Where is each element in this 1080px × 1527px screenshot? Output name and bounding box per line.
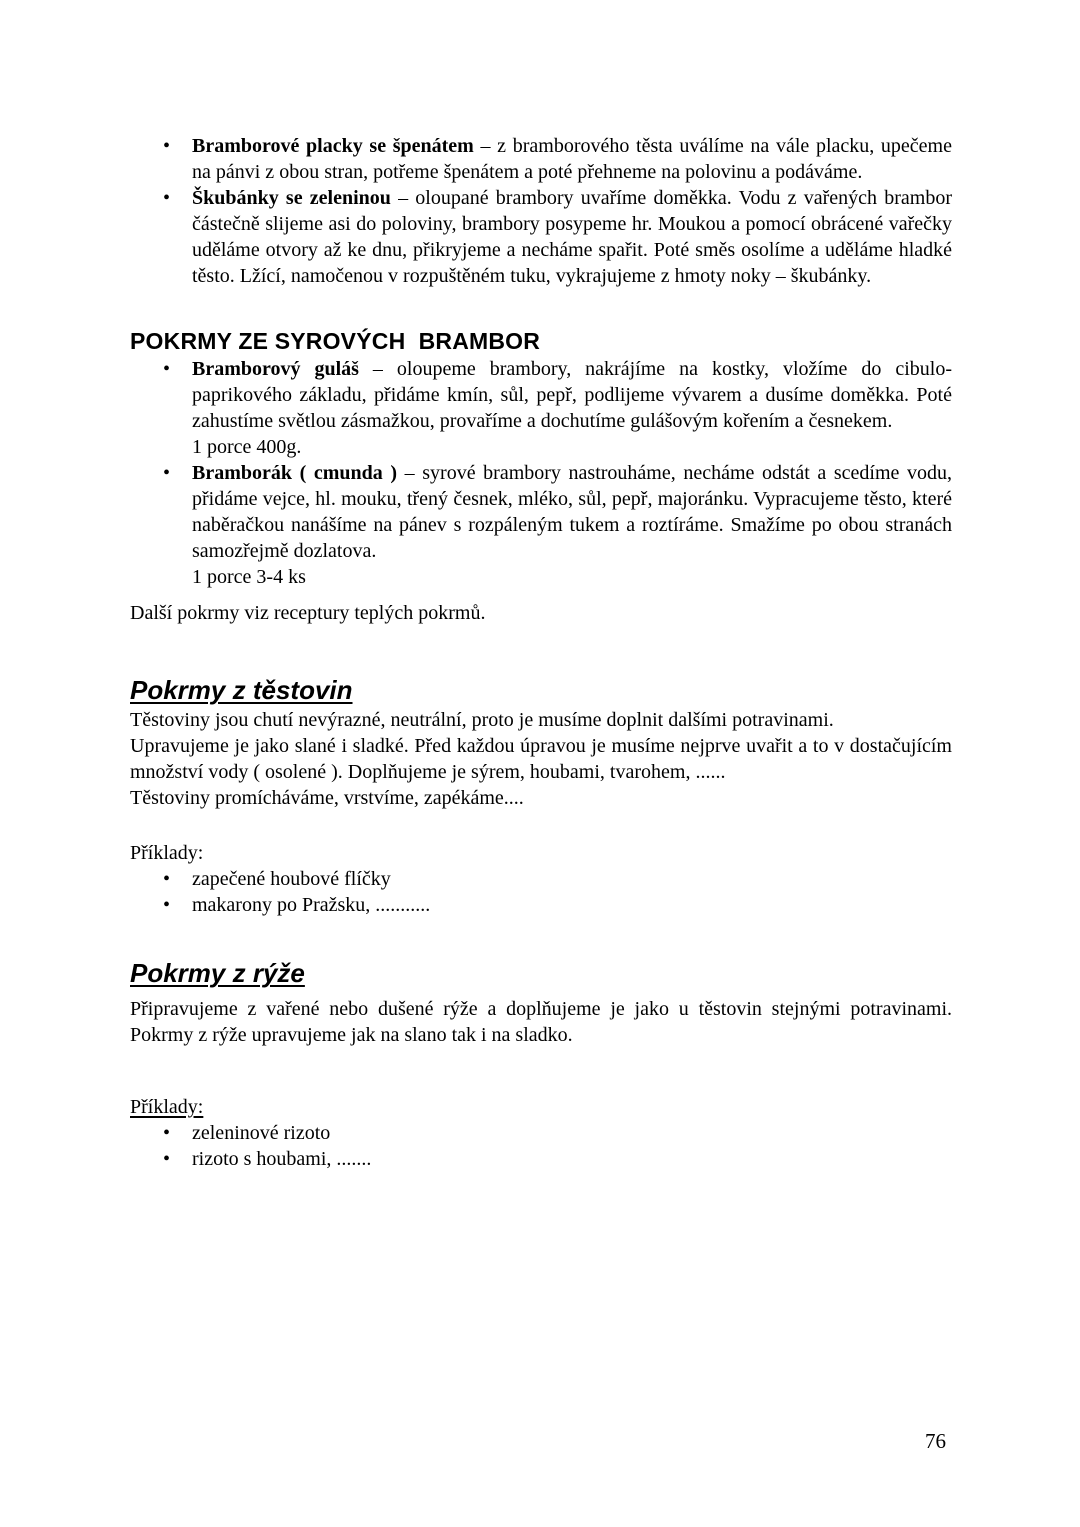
bullet-icon: • [163, 358, 171, 380]
portion-note: 1 porce 3-4 ks [192, 566, 306, 588]
list-item-body [192, 866, 952, 892]
list-item-body [192, 1120, 952, 1146]
pasta-examples-list [130, 866, 952, 918]
examples-label: Příklady: [130, 1096, 204, 1118]
dish-paragraph [192, 356, 952, 434]
pasta-paragraph: Upravujeme je jako slané i sladké. Před každou úpravou je musíme nejprve uvařit a to v dostačujícím množství vody ( osolené ). Doplňujeme je sýrem, houbami, tvarohem, ...... [130, 735, 952, 783]
section-heading-pasta: Pokrmy z těstovin [130, 675, 353, 705]
page-number: 76 [925, 1429, 946, 1453]
bullet-icon: • [163, 135, 171, 157]
bullet-icon: • [163, 1122, 171, 1144]
section-heading-rice: Pokrmy z rýže [130, 958, 305, 988]
list-item-body [192, 185, 952, 289]
list-item [130, 460, 952, 590]
bullet-icon: • [163, 187, 171, 209]
dish-paragraph [192, 460, 952, 564]
pasta-paragraph: Těstoviny jsou chutí nevýrazné, neutrální, proto je musíme doplnit dalšími potravinami. [130, 709, 834, 731]
list-item [130, 866, 952, 892]
raw-potato-dishes-list [130, 356, 952, 590]
example-item: rizoto s houbami, ....... [192, 1148, 372, 1170]
bullet-icon: • [163, 894, 171, 916]
list-item [130, 185, 952, 289]
portion-note: 1 porce 400g. [192, 436, 302, 458]
example-item: zeleninové rizoto [192, 1122, 331, 1144]
other-dishes-note: Další pokrmy viz receptury teplých pokrmů. [130, 602, 486, 624]
bullet-icon: • [163, 1148, 171, 1170]
rice-paragraph: Připravujeme z vařené nebo dušené rýže a doplňujeme je jako u těstovin stejnými potravinami. Pokrmy z rýže upravujeme jak na slano tak i na sladko. [130, 998, 952, 1046]
dish-name: Bramborák ( cmunda ) [192, 462, 398, 484]
list-item [130, 1120, 952, 1146]
page-content [130, 0, 952, 1172]
list-item-body [192, 1146, 952, 1172]
examples-label: Příklady: [130, 842, 204, 864]
dish-description: – oloupané brambory uvaříme doměkka. Vodu z vařených brambor částečně slijeme asi do poloviny, brambory posypeme hr. Moukou a pomocí obrácené vařečky uděláme otvory až ke dnu, přikryjeme a necháme spařit. Poté směs osolíme a uděláme hladké těsto. Lžící, namočenou v rozpuštěném tuku, vykrajujeme z hmoty noky – škubánky. [192, 187, 952, 287]
example-item: zapečené houbové flíčky [192, 868, 391, 890]
list-item-body [192, 460, 952, 590]
list-item [130, 892, 952, 918]
list-item [130, 356, 952, 460]
dish-description: – syrové brambory nastrouháme, necháme odstát a scedíme vodu, přidáme vejce, hl. mouku, třený česnek, mléko, sůl, pepř, majoránku. Vypracujeme těsto, které naběračkou nanášíme na pánev s rozpáleným tukem a roztíráme. Smažíme po obou stranách samozřejmě dozlatova. [192, 462, 952, 562]
dish-paragraph [192, 133, 952, 185]
pasta-paragraph: Těstoviny promícháváme, vrstvíme, zapékáme.... [130, 787, 524, 809]
rice-examples-list [130, 1120, 952, 1172]
list-item-body [192, 892, 952, 918]
dish-name: Bramborové placky se špenátem [192, 135, 474, 157]
list-item-body [192, 356, 952, 460]
list-item [130, 133, 952, 185]
bullet-icon: • [163, 868, 171, 890]
list-item-body [192, 133, 952, 185]
dish-name: Škubánky se zeleninou [192, 187, 391, 209]
dish-description: – oloupeme brambory, nakrájíme na kostky, vložíme do cibulo-paprikového základu, přidáme kmín, sůl, pepř, podlijeme vývarem a dusíme doměkka. Poté zahustíme světlou zásmažkou, provaříme a dochutíme gulášovým kořením a česnekem. [192, 358, 952, 432]
bullet-icon: • [163, 462, 171, 484]
section-heading-raw-potatoes: POKRMY ZE SYROVÝCH BRAMBOR [130, 328, 541, 354]
boiled-potato-dishes-list [130, 133, 952, 289]
list-item [130, 1146, 952, 1172]
example-item: makarony po Pražsku, ........... [192, 894, 431, 916]
dish-paragraph [192, 185, 952, 289]
dish-name: Bramborový guláš [192, 358, 359, 380]
dish-description: – z bramborového těsta uválíme na vále placku, upečeme na pánvi z obou stran, potřeme špenátem a poté přehneme na polovinu a podáváme. [192, 135, 952, 183]
